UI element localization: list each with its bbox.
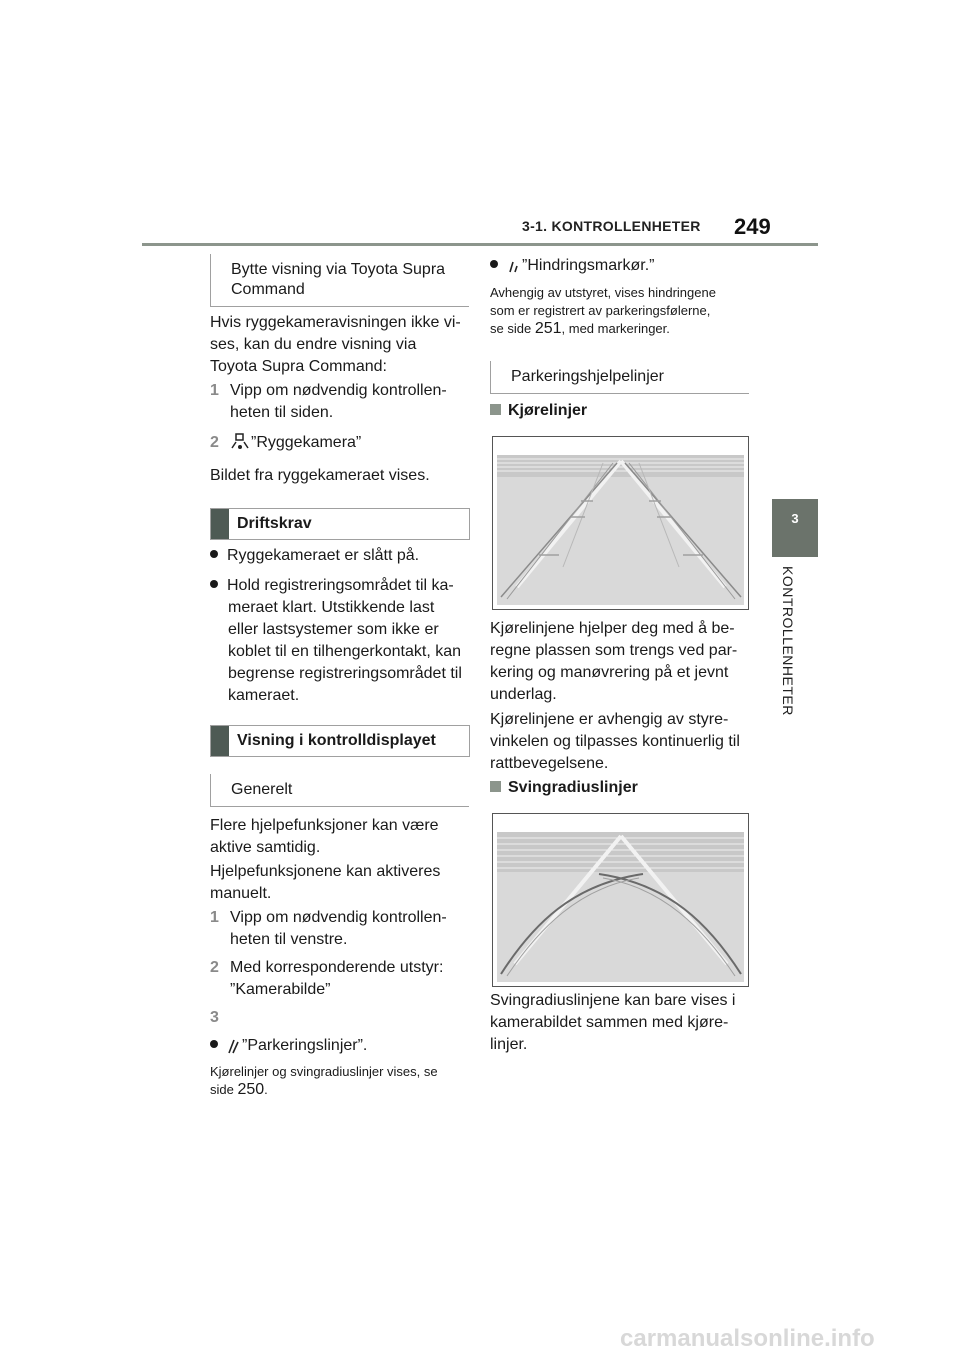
text-line: Hjelpefunksjonene kan aktiveres — [210, 863, 441, 880]
step-text: Vipp om nødvendig kontrollen- — [230, 382, 447, 399]
page-number: 249 — [734, 214, 771, 239]
text-line: linjer. — [490, 1036, 528, 1053]
step-text: ”Ryggekamera” — [251, 434, 362, 451]
chapter-tab[interactable]: 3 — [772, 499, 818, 557]
note — [210, 1063, 470, 1099]
obstacle-marker-icon — [507, 258, 521, 281]
text-line: rattbevegelsene. — [490, 755, 609, 772]
list-item — [490, 255, 750, 281]
driving-lines-image — [492, 436, 749, 610]
intro-line: Hvis ryggekameravisningen ikke vi- — [210, 314, 461, 331]
bullet-text: eller lastsystemer som ikke er — [228, 621, 439, 638]
subheading-kjorelinjer — [490, 400, 587, 422]
intro-line: ses, kan du endre visning via — [210, 336, 417, 353]
note — [490, 284, 750, 338]
subheading-svingradiuslinjer — [490, 777, 638, 799]
step-number: 1 — [210, 909, 219, 926]
paragraph — [490, 618, 750, 706]
step-text: ”Kamerabilde” — [230, 981, 331, 998]
text-line: kering og manøvrering på et jevnt — [490, 664, 729, 681]
step-2 — [210, 432, 470, 458]
list-item — [210, 1035, 470, 1061]
section-box-driftskrav — [210, 508, 470, 540]
text-line: regne plassen som trengs ved par- — [490, 642, 738, 659]
section-title-generelt: Generelt — [210, 774, 469, 807]
list-item — [210, 545, 470, 567]
rear-camera-icon — [230, 433, 250, 458]
note-line: side — [210, 1082, 238, 1097]
page-reference-link[interactable]: 251 — [534, 320, 562, 337]
text-line: vinkelen og tilpasses kontinuerlig til — [490, 733, 740, 750]
section-box-visning — [210, 725, 470, 757]
note-line: som er registrert av parkeringsfølerne, — [490, 303, 711, 318]
bullet-text: Hold registreringsområdet til ka- — [227, 577, 454, 594]
paragraph — [490, 990, 750, 1056]
step-number: 2 — [210, 434, 219, 451]
note-line: , med markeringer. — [561, 321, 670, 336]
step-text: heten til venstre. — [230, 931, 348, 948]
paragraph — [210, 861, 470, 905]
step-1 — [210, 380, 470, 424]
bullet-text: koblet til en tilhengerkontakt, kan — [228, 643, 462, 660]
bullet-text: ”Parkeringslinjer”. — [242, 1037, 368, 1054]
chapter-heading: 3-1. KONTROLLENHETER — [522, 218, 701, 234]
watermark: carmanualsonline.info — [620, 1325, 875, 1352]
step-2 — [210, 957, 470, 1001]
step-number: 1 — [210, 382, 219, 399]
step-number: 3 — [210, 1009, 219, 1026]
text-line: Kjørelinjene hjelper deg med å be- — [490, 620, 735, 637]
step-number: 2 — [210, 959, 219, 976]
chapter-side-label: KONTROLLENHETER — [780, 566, 796, 716]
paragraph — [490, 709, 750, 775]
bullet-text: kameraet. — [228, 687, 300, 704]
bullet-text: Ryggekameraet er slått på. — [227, 547, 420, 564]
paragraph — [210, 815, 470, 859]
section-title-parkeringshjelpelinjer: Parkeringshjelpelinjer — [490, 361, 749, 394]
bullet-text: begrense registreringsområdet til — [228, 665, 462, 682]
intro-paragraph — [210, 312, 470, 378]
parking-lines-icon — [227, 1038, 241, 1061]
text-line: Svingradiuslinjene kan bare vises i — [490, 992, 736, 1009]
section-box-label: Driftskrav — [237, 515, 312, 532]
bullet-text: meraet klart. Utstikkende last — [228, 599, 435, 616]
header-rule — [142, 243, 818, 246]
result-text: Bildet fra ryggekameraet vises. — [210, 467, 430, 484]
note-line: Kjørelinjer og svingradiuslinjer vises, se — [210, 1064, 438, 1079]
subheading-text: Svingradiuslinjer — [508, 779, 638, 796]
turning-radius-image — [492, 813, 749, 987]
step-text: heten til siden. — [230, 404, 334, 421]
list-item — [210, 575, 470, 707]
intro-line: Toyota Supra Command: — [210, 358, 387, 375]
step-3 — [210, 1007, 230, 1029]
subheading-text: Kjørelinjer — [508, 402, 588, 419]
note-line: . — [264, 1082, 268, 1097]
section-title-bytte-visning: Bytte visning via Toyota Supra Command — [210, 254, 469, 307]
text-line: kamerabildet sammen med kjøre- — [490, 1014, 729, 1031]
text-line: Flere hjelpefunksjoner kan være — [210, 817, 439, 834]
step-text: Vipp om nødvendig kontrollen- — [230, 909, 447, 926]
bullet-text: ”Hindringsmarkør.” — [522, 257, 655, 274]
text-line: aktive samtidig. — [210, 839, 321, 856]
text-line: Kjørelinjene er avhengig av styre- — [490, 711, 729, 728]
note-line: Avhengig av utstyret, vises hindringene — [490, 285, 716, 300]
note-line: se side — [490, 321, 535, 336]
step-text: Med korresponderende utstyr: — [230, 959, 444, 976]
page-reference-link[interactable]: 250 — [237, 1081, 265, 1098]
section-box-label: Visning i kontrolldisplayet — [237, 732, 436, 749]
step-1 — [210, 907, 470, 951]
text-line: underlag. — [490, 686, 557, 703]
text-line: manuelt. — [210, 885, 272, 902]
